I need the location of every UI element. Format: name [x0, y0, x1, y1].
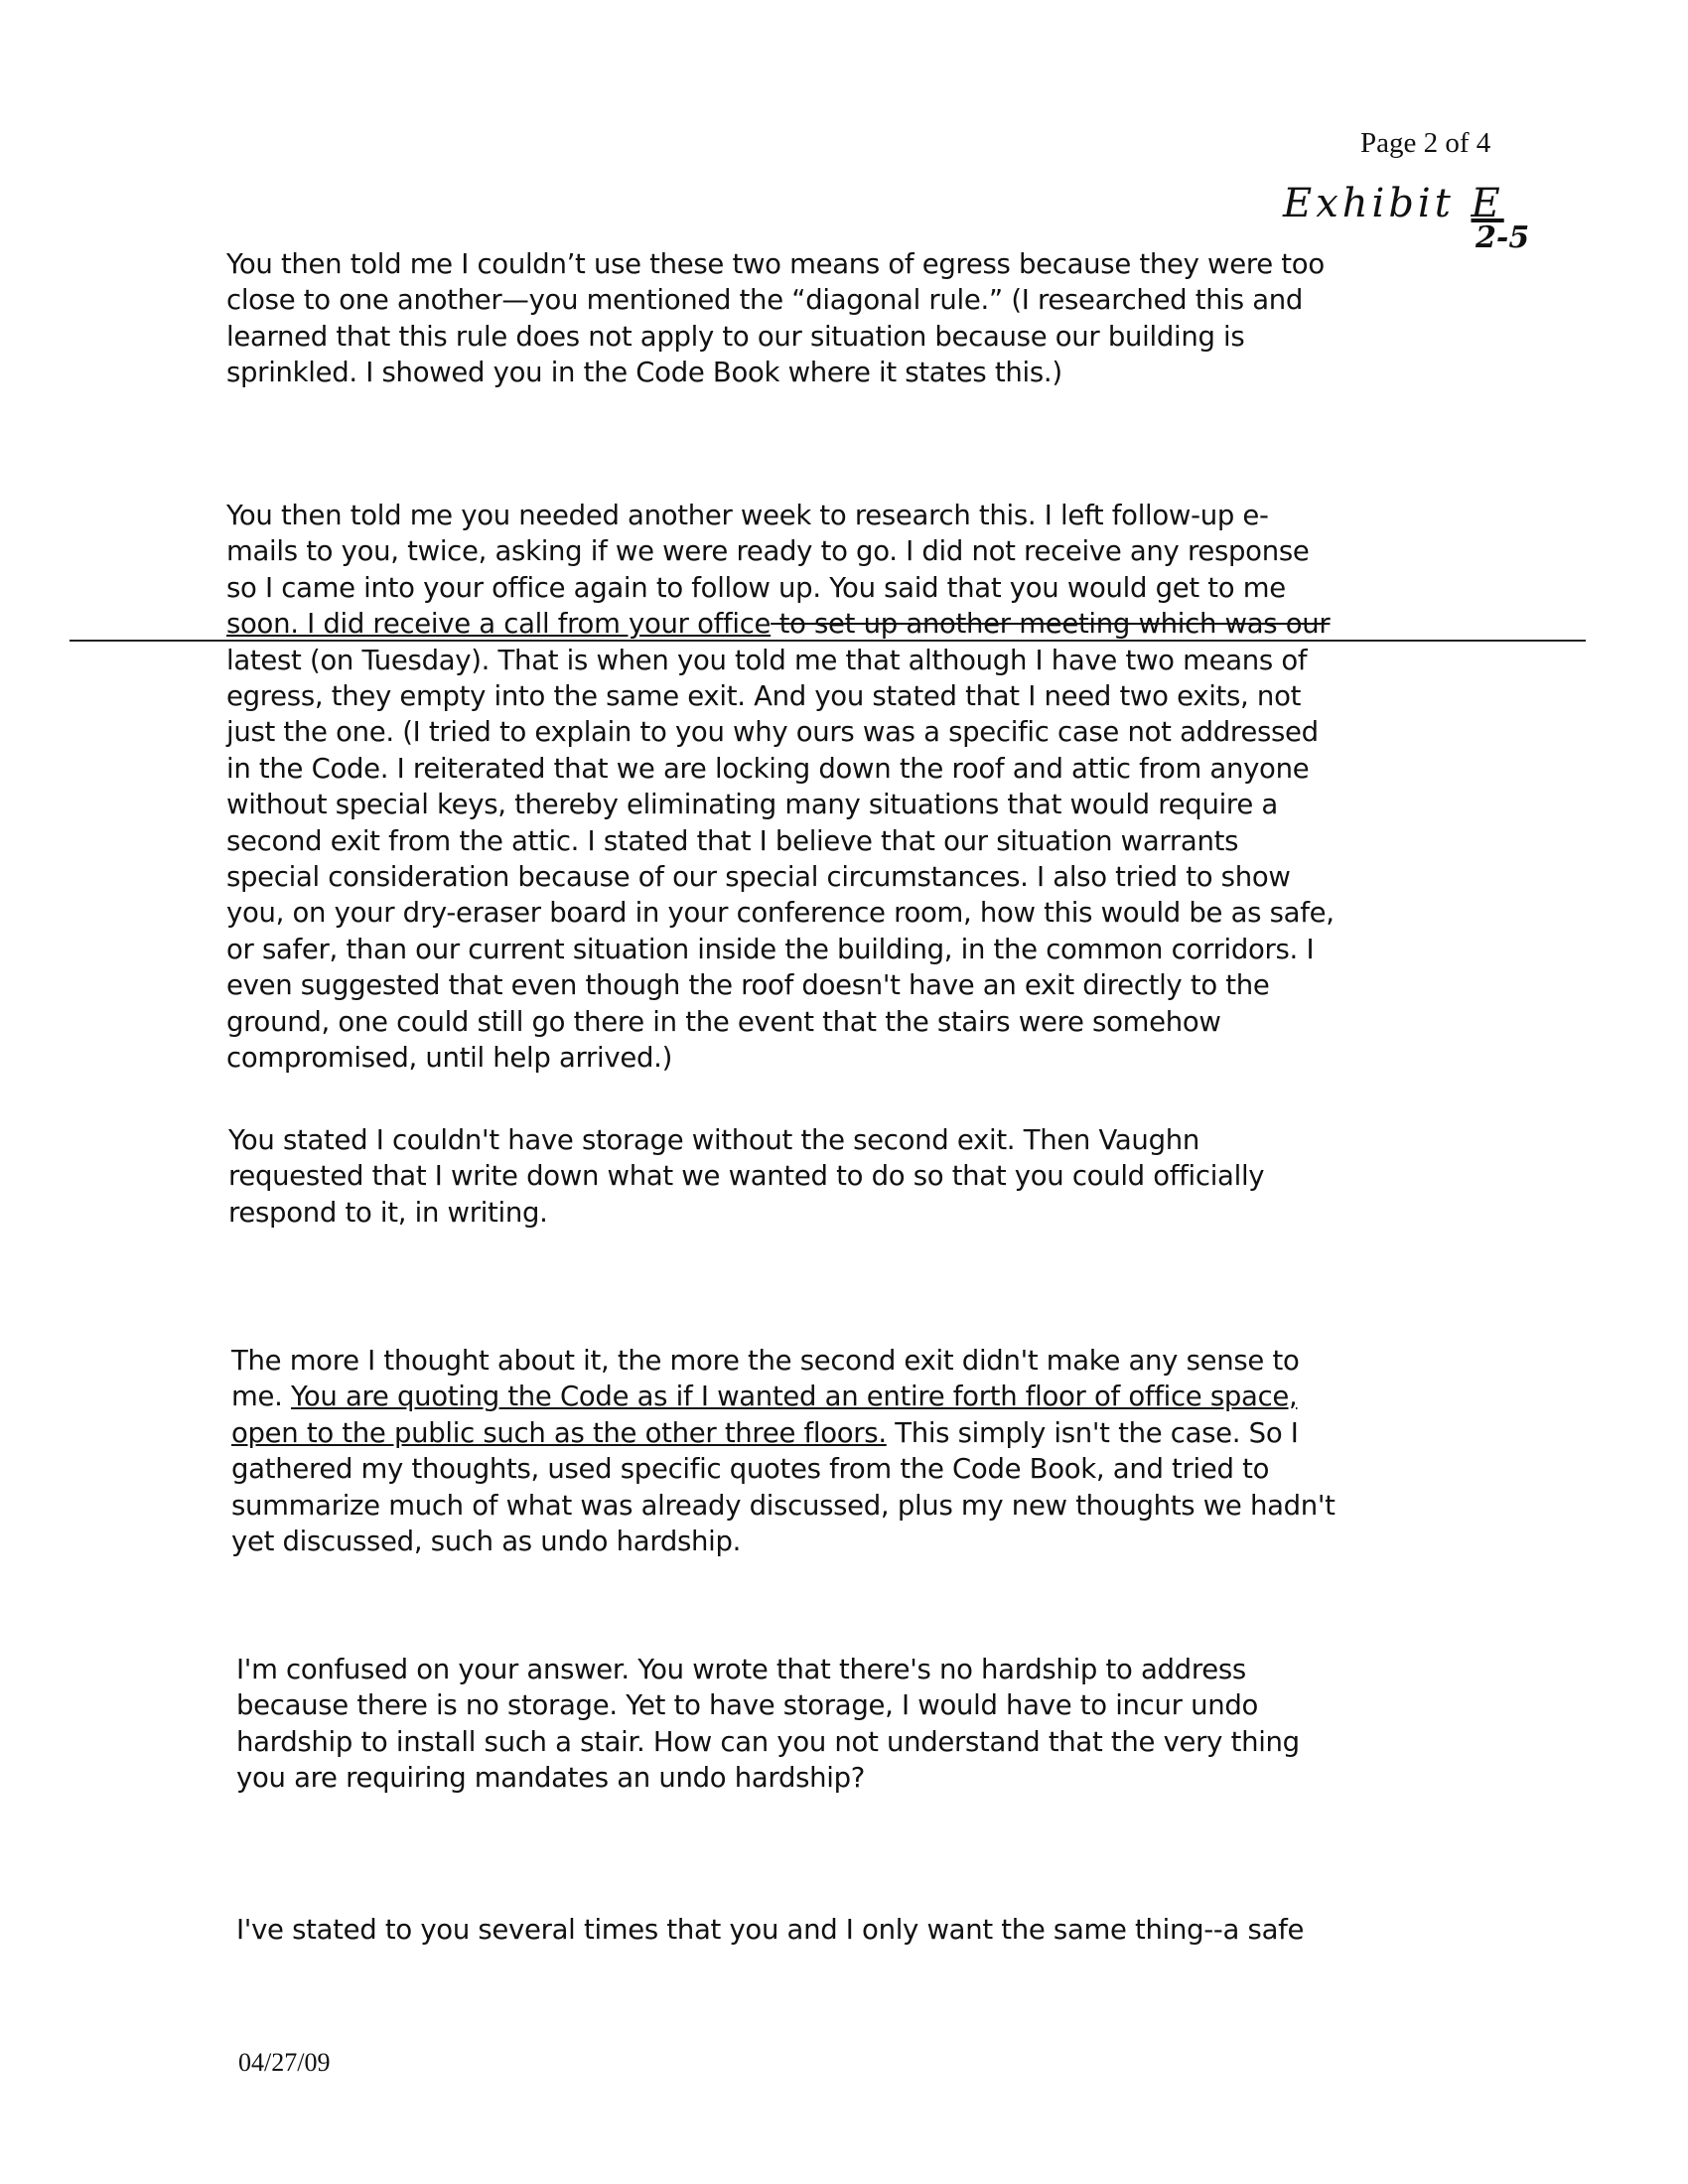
text-segment: You then told me I couldn’t use these two means of egress because they were too [226, 248, 1325, 280]
text-line [226, 967, 1335, 1003]
text-line [226, 643, 1335, 678]
text-line [226, 859, 1335, 895]
text-line [226, 1040, 1335, 1076]
text-line [226, 355, 1325, 390]
paragraph-4 [231, 1343, 1336, 1559]
text-line [231, 1524, 1336, 1559]
text-line [236, 1912, 1304, 1948]
text-line [226, 319, 1325, 355]
text-segment: close to one another—you mentioned the “diagonal rule.” (I researched this and [226, 284, 1304, 317]
underlined-text: You are quoting the Code as if I wanted an entire forth floor of office space, [291, 1381, 1298, 1413]
text-segment: respond to it, in writing. [228, 1196, 548, 1229]
paragraph-6 [236, 1912, 1304, 1948]
text-segment: sprinkled. I showed you in the Code Book where it states this.) [226, 357, 1062, 389]
text-segment: latest (on Tuesday). That is when you told me that although I have two means of [226, 644, 1308, 676]
text-segment: so I came into your office again to follow up. You said that you would get to me [226, 571, 1286, 604]
text-line [226, 932, 1335, 967]
text-line [226, 895, 1335, 931]
text-line [236, 1652, 1300, 1687]
text-segment: egress, they empty into the same exit. And you stated that I need two exits, not [226, 680, 1302, 713]
text-segment: This simply isn't the case. So I [886, 1416, 1299, 1449]
text-segment: or safer, than our current situation inside the building, in the common corridors. I [226, 933, 1315, 965]
exhibit-number: E [1471, 181, 1504, 226]
footer-date: 04/27/09 [238, 2048, 331, 2077]
text-line [226, 282, 1325, 318]
text-line [226, 678, 1335, 714]
text-segment: summarize much of what was already discussed, plus my new thoughts we hadn't [231, 1489, 1336, 1522]
text-segment: yet discussed, such as undo hardship. [231, 1526, 742, 1558]
text-segment: ground, one could still go there in the event that the stairs were somehow [226, 1005, 1221, 1038]
exhibit-handwritten-label [1283, 181, 1504, 226]
paragraph-2 [226, 498, 1335, 1077]
text-line [226, 751, 1335, 787]
text-segment: hardship to install such a stair. How can you not understand that the very thing [236, 1725, 1300, 1758]
text-segment: you, on your dry-eraser board in your conference room, how this would be as safe, [226, 897, 1335, 930]
text-line [226, 533, 1335, 569]
text-line [236, 1724, 1300, 1760]
text-segment: even suggested that even though the roof doesn't have an exit directly to the [226, 969, 1270, 1002]
paragraph-1 [226, 246, 1325, 391]
text-segment: second exit from the attic. I stated that I believe that our situation warrants [226, 824, 1239, 857]
text-segment: I'm confused on your answer. You wrote that there's no hardship to address [236, 1654, 1246, 1685]
text-line [226, 246, 1325, 282]
text-segment: in the Code. I reiterated that we are locking down the roof and attic from anyone [226, 752, 1310, 785]
text-segment: learned that this rule does not apply to our situation because our building is [226, 320, 1245, 353]
paragraph-5 [236, 1652, 1300, 1797]
text-segment: you are requiring mandates an undo hardship? [236, 1762, 866, 1795]
text-line [231, 1488, 1336, 1524]
text-segment: just the one. (I tried to explain to you why ours was a specific case not addressed [226, 716, 1319, 749]
text-line [236, 1687, 1300, 1723]
struck-text: to set up another meeting which was our [771, 608, 1331, 641]
text-segment: without special keys, thereby eliminating many situations that would require a [226, 789, 1278, 821]
text-line [226, 570, 1335, 606]
text-line [231, 1343, 1336, 1379]
text-segment: me. [231, 1381, 291, 1413]
text-segment: mails to you, twice, asking if we were ready to go. I did not receive any response [226, 535, 1310, 568]
text-segment: You then told me you needed another week to research this. I left follow-up e- [226, 500, 1269, 531]
page-number: Page 2 of 4 [1360, 127, 1491, 159]
paragraph-3 [228, 1122, 1264, 1231]
text-line [226, 606, 1335, 642]
text-segment: I've stated to you several times that you and I only want the same thing--a safe [236, 1914, 1305, 1946]
text-line [226, 714, 1335, 750]
exhibit-label: Exhibit [1283, 181, 1455, 226]
text-line [236, 1760, 1300, 1796]
handwritten-page-range: 2-5 [1476, 220, 1530, 255]
text-segment: compromised, until help arrived.) [226, 1042, 673, 1075]
underlined-text: soon. I did receive a call from your office [226, 608, 772, 641]
text-line [226, 823, 1335, 859]
text-segment: requested that I write down what we wanted to do so that you could officially [228, 1160, 1265, 1193]
text-line [228, 1195, 1264, 1231]
text-line [231, 1451, 1336, 1487]
text-segment: special consideration because of our special circumstances. I also tried to show [226, 861, 1291, 894]
text-segment: The more I thought about it, the more the second exit didn't make any sense to [231, 1345, 1300, 1377]
text-segment: because there is no storage. Yet to have storage, I would have to incur undo [236, 1689, 1259, 1722]
text-segment: gathered my thoughts, used specific quotes from the Code Book, and tried to [231, 1453, 1270, 1486]
text-line [228, 1158, 1264, 1194]
text-line [226, 498, 1335, 533]
text-segment: You stated I couldn't have storage without the second exit. Then Vaughn [228, 1124, 1199, 1156]
underlined-text: open to the public such as the other three floors. [231, 1416, 887, 1449]
text-line [226, 787, 1335, 822]
text-line [231, 1415, 1336, 1451]
text-line [228, 1122, 1264, 1158]
text-line [226, 1004, 1335, 1040]
text-line [231, 1379, 1336, 1414]
